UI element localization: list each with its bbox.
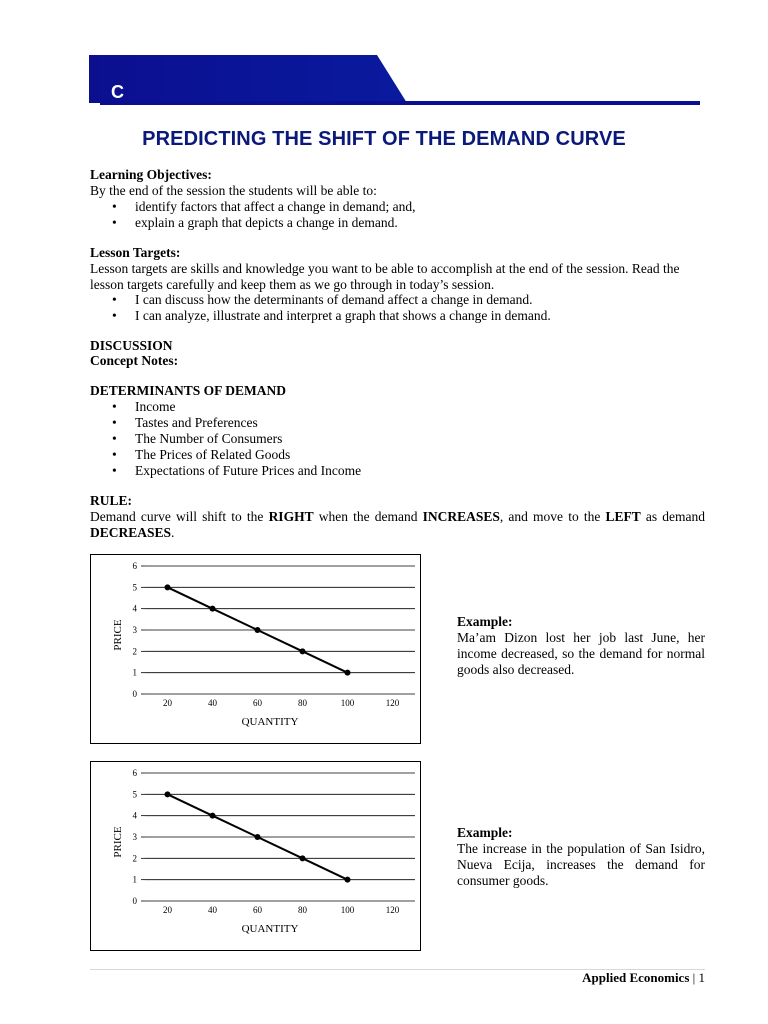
objectives-heading: Learning Objectives: — [90, 167, 212, 182]
x-tick-label: 20 — [163, 698, 172, 708]
data-point — [255, 834, 261, 840]
footer-separator: | — [689, 970, 699, 985]
y-tick-label: 3 — [132, 832, 137, 842]
objectives-intro: By the end of the session the students will be able to: — [90, 183, 377, 198]
footer-course: Applied Economics — [582, 970, 690, 985]
y-tick-label: 5 — [132, 789, 137, 800]
rule-part: . — [171, 525, 175, 540]
list-item: • The Prices of Related Goods — [90, 447, 361, 463]
y-tick-label: 4 — [132, 603, 137, 614]
discussion-heading: DISCUSSION — [90, 338, 173, 353]
rule-part: , and move to the — [499, 509, 606, 524]
example-1 — [457, 614, 705, 678]
x-tick-label: 60 — [253, 698, 262, 708]
rule-part: Demand curve will shift to the — [90, 509, 269, 524]
rule-keyword: DECREASES — [90, 525, 172, 540]
y-tick-label: 3 — [132, 625, 137, 635]
determinants-list — [90, 399, 361, 479]
y-tick-label: 6 — [132, 768, 137, 778]
x-tick-label: 40 — [208, 905, 217, 915]
x-tick-label: 120 — [385, 905, 400, 915]
list-item: • Income — [90, 399, 361, 415]
y-tick-label: 6 — [132, 561, 137, 571]
y-tick-label: 1 — [132, 667, 137, 678]
demand-chart-svg — [91, 762, 422, 952]
x-axis-label: QUANTITY — [241, 716, 299, 728]
rule-heading: RULE: — [90, 493, 133, 508]
list-item: • Expectations of Future Prices and Income — [90, 463, 361, 479]
x-tick-label: 80 — [298, 905, 307, 915]
demand-chart-svg — [91, 555, 422, 745]
rule-part: as demand — [640, 509, 705, 524]
data-point — [165, 584, 171, 590]
y-tick-label: 1 — [132, 874, 137, 885]
example-heading: Example: — [457, 614, 513, 629]
y-tick-label: 2 — [132, 646, 137, 657]
data-point — [255, 627, 261, 633]
data-point — [210, 606, 216, 612]
targets-list — [90, 292, 551, 324]
x-tick-label: 40 — [208, 698, 217, 708]
x-tick-label: 120 — [385, 698, 400, 708]
rule-keyword: LEFT — [605, 509, 641, 524]
page-title: PREDICTING THE SHIFT OF THE DEMAND CURVE — [142, 128, 626, 150]
concept-notes-heading: Concept Notes: — [90, 353, 179, 368]
y-axis-label: PRICE — [112, 619, 124, 651]
demand-chart-2 — [90, 761, 421, 951]
banner-letter: C — [111, 82, 124, 102]
page-footer — [582, 970, 705, 986]
data-point — [300, 855, 306, 861]
example-text: The increase in the population of San Isidro, Nueva Ecija, increases the demand for consumer goods. — [457, 841, 705, 888]
determinants-heading: DETERMINANTS OF DEMAND — [90, 383, 287, 398]
x-tick-label: 60 — [253, 905, 262, 915]
example-text: Ma’am Dizon lost her job last June, her income decreased, so the demand for normal goods also decreased. — [457, 630, 705, 677]
demand-chart-1 — [90, 554, 421, 744]
header-banner — [89, 55, 407, 103]
rule-keyword: INCREASES — [422, 509, 500, 524]
data-point — [345, 877, 351, 883]
list-item: • The Number of Consumers — [90, 431, 361, 447]
example-2 — [457, 825, 705, 889]
example-heading: Example: — [457, 825, 513, 840]
list-item: • I can discuss how the determinants of demand affect a change in demand. — [90, 292, 551, 308]
list-item: • explain a graph that depicts a change in demand. — [90, 215, 416, 231]
y-tick-label: 0 — [132, 689, 137, 699]
list-item: • identify factors that affect a change in demand; and, — [90, 199, 416, 215]
banner-underline — [100, 101, 700, 105]
list-item: • Tastes and Preferences — [90, 415, 361, 431]
y-tick-label: 4 — [132, 810, 137, 821]
data-point — [165, 791, 171, 797]
x-axis-label: QUANTITY — [241, 923, 299, 935]
y-tick-label: 5 — [132, 582, 137, 593]
footer-page-number: 1 — [698, 970, 705, 985]
data-point — [300, 648, 306, 654]
y-tick-label: 2 — [132, 853, 137, 864]
objectives-list — [90, 199, 416, 231]
y-tick-label: 0 — [132, 896, 137, 906]
targets-intro: Lesson targets are skills and knowledge you want to be able to accomplish at the end of the session. Read the lesson targets carefully and keep them as we go through in today’s session. — [90, 261, 680, 292]
x-tick-label: 80 — [298, 698, 307, 708]
data-point — [345, 670, 351, 676]
rule-part: when the demand — [313, 509, 423, 524]
x-tick-label: 100 — [340, 905, 355, 915]
rule-text — [90, 509, 705, 541]
x-tick-label: 20 — [163, 905, 172, 915]
targets-heading: Lesson Targets: — [90, 245, 181, 260]
list-item: • I can analyze, illustrate and interpret a graph that shows a change in demand. — [90, 308, 551, 324]
data-point — [210, 813, 216, 819]
x-tick-label: 100 — [340, 698, 355, 708]
y-axis-label: PRICE — [112, 826, 124, 858]
rule-keyword: RIGHT — [268, 509, 314, 524]
